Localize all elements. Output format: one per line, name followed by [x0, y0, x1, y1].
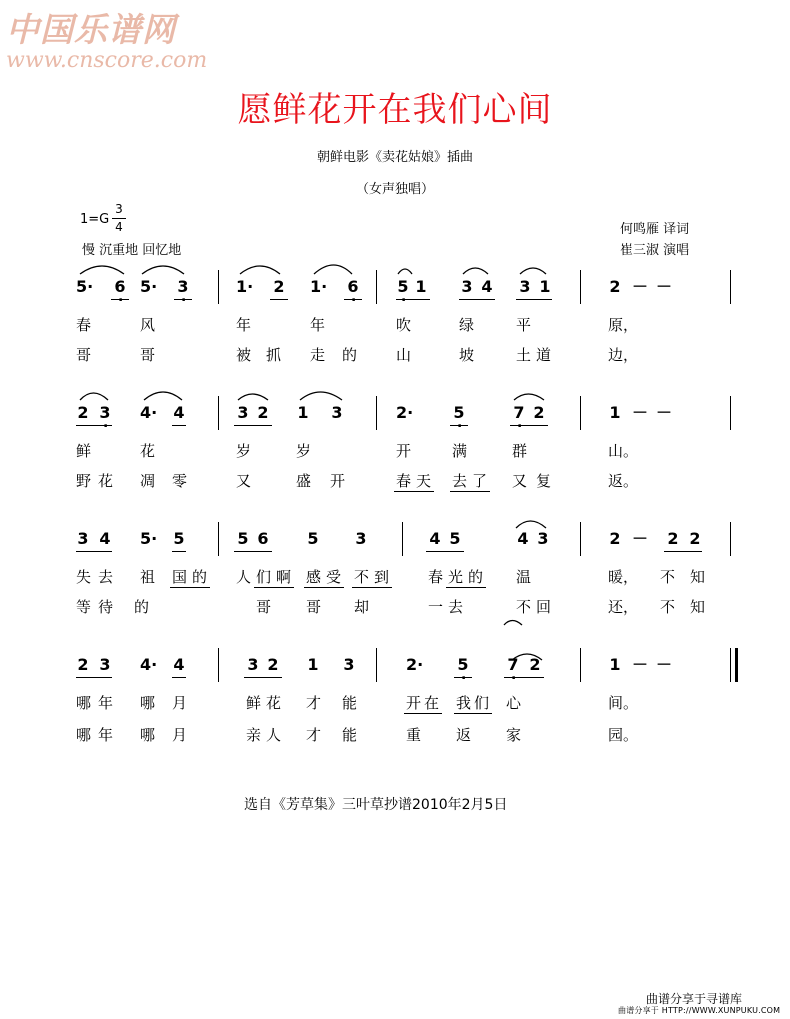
note: 6	[257, 529, 269, 548]
lyric: 不	[354, 568, 370, 586]
lyric: 花	[140, 442, 156, 460]
lyric: 抓	[266, 346, 282, 364]
note: 4	[481, 277, 493, 296]
note: 7 .	[512, 404, 526, 422]
note: 2	[533, 403, 545, 422]
note: 3	[237, 403, 249, 422]
slur	[514, 394, 544, 400]
lyric: 到	[374, 568, 390, 586]
barline	[402, 522, 403, 556]
lyric: 能	[342, 694, 358, 712]
barline	[218, 270, 219, 304]
note: 5·	[76, 277, 94, 296]
lyric: 年	[236, 316, 252, 334]
lyric: 被	[236, 346, 252, 364]
barline	[730, 522, 731, 556]
source-note: 选自《芳草集》三叶草抄谱2010年2月5日	[244, 797, 508, 813]
barline	[218, 396, 219, 430]
slur	[314, 265, 352, 274]
lyric: 知	[690, 598, 706, 616]
lyric: 又	[236, 472, 252, 490]
note: 2·	[396, 403, 414, 422]
note: 1·	[236, 277, 254, 296]
lyric: 去	[448, 598, 464, 616]
underline-beam	[172, 677, 186, 678]
note: 3	[461, 277, 473, 296]
lyric: 绿	[459, 316, 475, 334]
lyric: 待	[98, 598, 114, 616]
lyric: 去	[452, 472, 468, 490]
lyric: 春	[428, 568, 444, 586]
underline-beam	[664, 551, 702, 552]
underline-beam	[234, 551, 272, 552]
note: 5	[307, 529, 319, 548]
share-url[interactable]: 曲谱分享于 HTTP://WWW.XUNPUKU.COM	[618, 1006, 781, 1015]
barline	[580, 270, 581, 304]
dash: －	[656, 655, 673, 674]
lyric: 才	[306, 694, 322, 712]
lyric: 的	[468, 568, 484, 586]
note: 5 .	[456, 656, 470, 674]
lyric: 月	[172, 694, 188, 712]
lyric: 哪	[140, 726, 156, 744]
note: 2·	[406, 655, 424, 674]
barline	[580, 396, 581, 430]
lyric: 吹	[396, 316, 412, 334]
note: 2	[77, 655, 89, 674]
lyric: 年	[98, 726, 114, 744]
note: 4	[429, 529, 441, 548]
slur	[80, 266, 124, 274]
note: 3	[99, 655, 111, 674]
lyric: 春	[396, 472, 412, 490]
note: 2	[667, 529, 679, 548]
lyric-underline	[404, 713, 442, 714]
lyric: 却	[354, 598, 370, 616]
barline	[218, 522, 219, 556]
barline	[376, 648, 377, 682]
lyric: 哪	[76, 694, 92, 712]
lyric: 开	[396, 442, 412, 460]
underline-beam	[270, 299, 288, 300]
note: 3	[355, 529, 367, 548]
lyric: 复	[536, 472, 552, 490]
lyric: 山。	[608, 442, 639, 460]
dash: －	[656, 277, 673, 296]
underline-beam	[510, 425, 548, 426]
note: 6 .	[346, 278, 360, 296]
slur	[240, 266, 280, 274]
underline-beam	[459, 299, 495, 300]
lyric: 们	[256, 568, 272, 586]
slur	[300, 392, 342, 400]
lyric: 间。	[608, 694, 639, 712]
lyric-underline	[254, 587, 294, 588]
underline-beam	[396, 299, 430, 300]
lyric: 山	[396, 346, 412, 364]
lyric: 风	[140, 316, 156, 334]
note: 5 .	[452, 404, 466, 422]
lyric: 去	[98, 568, 114, 586]
dash: －	[632, 529, 649, 548]
time-signature	[112, 202, 126, 235]
underline-beam	[426, 551, 464, 552]
lyric-underline	[446, 587, 486, 588]
slur	[504, 621, 522, 626]
note: 1	[307, 655, 319, 674]
note: 2	[609, 529, 621, 548]
lyric-underline	[352, 587, 392, 588]
note: 1	[297, 403, 309, 422]
lyric: 重	[406, 726, 422, 744]
lyric-underline	[394, 491, 434, 492]
note: 3	[519, 277, 531, 296]
barline	[218, 648, 219, 682]
lyric: 祖	[140, 568, 156, 586]
slur	[516, 521, 546, 528]
note: 1	[609, 655, 621, 674]
voice-type: （女声独唱）	[355, 182, 434, 197]
lyric: 平	[516, 316, 532, 334]
lyric: 原，	[608, 316, 639, 334]
lyric: 不	[516, 598, 532, 616]
lyric: 天	[416, 472, 432, 490]
lyric: 岁	[296, 442, 312, 460]
lyric-underline	[304, 587, 344, 588]
lyric: 心	[506, 694, 522, 712]
note: 2	[77, 403, 89, 422]
note: 7 .	[506, 656, 520, 674]
barline	[730, 270, 731, 304]
note: 1	[539, 277, 551, 296]
lyric: 我	[456, 694, 472, 712]
lyric: 野	[76, 472, 92, 490]
lyricist-credit: 何鸣雁 译词	[620, 222, 690, 237]
lyric: 群	[512, 442, 528, 460]
lyric: 返。	[608, 472, 639, 490]
singer-credit: 崔三淑 演唱	[620, 243, 690, 258]
note: 2	[257, 403, 269, 422]
note: 3	[537, 529, 549, 548]
lyric: 暖，	[608, 568, 639, 586]
lyric: 不	[660, 598, 676, 616]
slur	[520, 268, 546, 274]
lyric: 哪	[76, 726, 92, 744]
lyric: 一	[428, 598, 444, 616]
note: 5	[449, 529, 461, 548]
time-sig-line	[112, 218, 126, 219]
time-sig-top: 3	[115, 202, 123, 216]
note: 4·	[140, 403, 158, 422]
note: 5	[173, 529, 185, 548]
lyric: 才	[306, 726, 322, 744]
note: 3 .	[176, 278, 190, 296]
final-barline-thin	[730, 648, 731, 682]
key-signature: 1=G	[80, 212, 110, 227]
lyric: 年	[310, 316, 326, 334]
lyric: 开	[406, 694, 422, 712]
lyric: 们	[474, 694, 490, 712]
slur	[238, 394, 268, 400]
note: 2	[689, 529, 701, 548]
lyric: 等	[76, 598, 92, 616]
lyric: 哥	[306, 598, 322, 616]
note: 4	[517, 529, 529, 548]
final-barline-thick	[735, 648, 738, 682]
note: 3	[331, 403, 343, 422]
underline-beam	[174, 299, 192, 300]
slur	[398, 269, 412, 274]
underline-beam	[111, 299, 129, 300]
lyric: 能	[342, 726, 358, 744]
lyric: 感	[306, 568, 322, 586]
underline-beam	[516, 299, 552, 300]
tempo-marking: 慢 沉重地 回忆地	[82, 243, 182, 258]
note: 4	[173, 655, 185, 674]
underline-beam	[76, 677, 112, 678]
note: 6 .	[113, 278, 127, 296]
lyric: 春	[76, 316, 92, 334]
subtitle: 朝鲜电影《卖花姑娘》插曲	[316, 150, 473, 165]
lyric: 亲	[246, 726, 262, 744]
underline-beam	[76, 551, 112, 552]
lyric: 满	[452, 442, 468, 460]
barline	[730, 396, 731, 430]
lyric: 哥	[76, 346, 92, 364]
dash: －	[632, 655, 649, 674]
lyric: 的	[134, 598, 150, 616]
note: 5	[237, 529, 249, 548]
watermark-logo: 中国乐谱网	[6, 10, 176, 49]
note: 4	[173, 403, 185, 422]
slur	[80, 393, 108, 400]
note: 5·	[140, 277, 158, 296]
note: 5 .	[396, 278, 410, 296]
note: 2	[529, 655, 541, 674]
lyric: 哥	[256, 598, 272, 616]
lyric: 零	[172, 472, 188, 490]
note: 4	[99, 529, 111, 548]
note: 4·	[140, 655, 158, 674]
note: 5·	[140, 529, 158, 548]
note: 2	[267, 655, 279, 674]
underline-beam	[172, 425, 186, 426]
lyric: 年	[98, 694, 114, 712]
slur	[144, 392, 182, 400]
lyric: 啊	[276, 568, 292, 586]
lyric: 哪	[140, 694, 156, 712]
note: 1	[609, 403, 621, 422]
lyric: 光	[448, 568, 464, 586]
lyric: 的	[342, 346, 358, 364]
lyric: 哥	[140, 346, 156, 364]
dash: －	[632, 277, 649, 296]
lyric: 又	[512, 472, 528, 490]
lyric: 花	[98, 472, 114, 490]
lyric: 园。	[608, 726, 639, 744]
lyric: 盛	[296, 472, 312, 490]
underline-beam	[172, 551, 186, 552]
lyric: 边，	[608, 346, 639, 364]
lyric: 家	[506, 726, 522, 744]
barline	[580, 522, 581, 556]
note: 1·	[310, 277, 328, 296]
underline-beam	[454, 677, 472, 678]
slur	[463, 268, 488, 274]
lyric: 走	[310, 346, 326, 364]
note: 1	[415, 277, 427, 296]
lyric: 温	[516, 568, 532, 586]
barline	[580, 648, 581, 682]
note: 3	[343, 655, 355, 674]
lyric: 月	[172, 726, 188, 744]
lyric: 受	[326, 568, 342, 586]
underline-beam	[244, 677, 282, 678]
watermark-url[interactable]: www.cnscore.com	[6, 48, 208, 73]
underline-beam	[344, 299, 362, 300]
lyric: 鲜	[76, 442, 92, 460]
underline-beam	[450, 425, 468, 426]
lyric: 凋	[140, 472, 156, 490]
lyric-underline	[170, 587, 210, 588]
barline	[376, 270, 377, 304]
barline	[376, 396, 377, 430]
slur	[142, 266, 184, 274]
lyric: 土	[516, 346, 532, 364]
lyric: 还，	[608, 598, 639, 616]
underline-beam	[76, 425, 112, 426]
lyric-underline	[454, 713, 492, 714]
lyric: 的	[192, 568, 208, 586]
note: 2	[273, 277, 285, 296]
lyric: 返	[456, 726, 472, 744]
lyric: 人	[266, 726, 282, 744]
lyric: 国	[172, 568, 188, 586]
lyric: 在	[424, 694, 440, 712]
song-title: 愿鲜花开在我们心间	[237, 90, 553, 130]
dash: －	[632, 403, 649, 422]
dash: －	[656, 403, 673, 422]
note: 2	[609, 277, 621, 296]
lyric: 回	[536, 598, 552, 616]
underline-beam	[504, 677, 544, 678]
lyric: 岁	[236, 442, 252, 460]
note: 3	[247, 655, 259, 674]
lyric: 不	[660, 568, 676, 586]
lyric: 花	[266, 694, 282, 712]
note: 3	[77, 529, 89, 548]
lyric: 人	[236, 568, 252, 586]
underline-beam	[234, 425, 272, 426]
lyric-underline	[450, 491, 490, 492]
lyric: 道	[536, 346, 552, 364]
lyric: 开	[330, 472, 346, 490]
lyric: 坡	[459, 346, 475, 364]
share-note: 曲谱分享于寻谱库	[646, 992, 743, 1006]
note: 3 .	[98, 404, 112, 422]
lyric: 失	[76, 568, 92, 586]
lyric: 鲜	[246, 694, 262, 712]
lyric: 了	[472, 472, 488, 490]
time-sig-bottom: 4	[115, 220, 123, 234]
lyric: 知	[690, 568, 706, 586]
